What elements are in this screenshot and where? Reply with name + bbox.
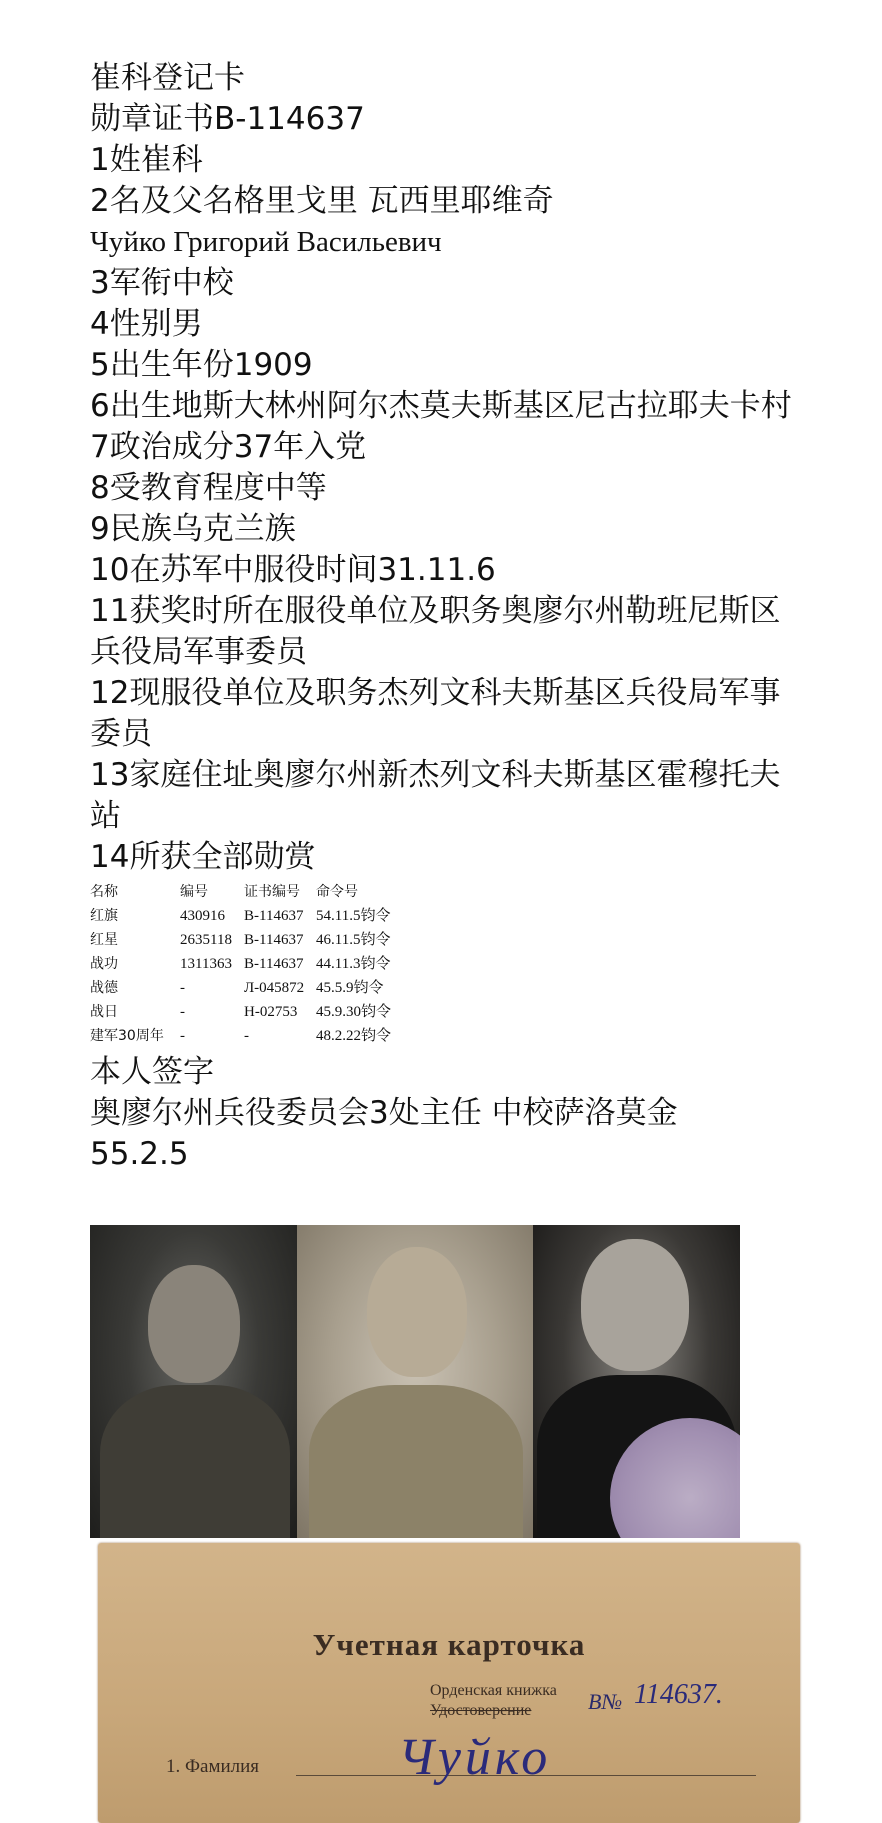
award-order: 44.11.3钧令: [316, 956, 391, 972]
award-cert: B-114637: [244, 908, 304, 924]
field-name-russian: Чуйко Григорий Васильевич: [90, 226, 442, 258]
award-cert: B-114637: [244, 956, 304, 972]
table-row: [90, 1000, 810, 1024]
award-name: 红星: [90, 932, 118, 948]
field-nationality: 9民族乌克兰族: [90, 511, 296, 547]
signature-date: 55.2.5: [90, 1136, 189, 1172]
award-cert: H-02753: [244, 1004, 298, 1020]
portrait-photo: [90, 1225, 297, 1538]
award-order: 45.9.30钧令: [316, 1004, 392, 1020]
original-card-photo: [98, 1543, 800, 1823]
field-rank: 3军衔中校: [90, 265, 234, 301]
card-number-value: 114637.: [634, 1679, 723, 1710]
doc-title: 崔科登记卡: [90, 60, 245, 96]
award-cert: Л-045872: [244, 980, 305, 996]
card-surname-label: 1. Фамилия: [166, 1756, 260, 1777]
award-number: 430916: [180, 908, 225, 924]
card-title: Учетная карточка: [312, 1627, 586, 1662]
field-name-patronymic: 2名及父名格里戈里 瓦西里耶维奇: [90, 183, 554, 219]
field-sex: 4性别男: [90, 306, 203, 342]
portrait-photo: [297, 1225, 533, 1538]
award-number: -: [180, 1028, 185, 1044]
award-order: 45.5.9钧令: [316, 980, 384, 996]
field-birth-year: 5出生年份1909: [90, 347, 313, 383]
card-udost-label: Удостоверение: [430, 1702, 532, 1719]
table-row: [90, 952, 810, 976]
official-signature: 奥廖尔州兵役委员会3处主任 中校萨洛莫金: [90, 1095, 678, 1131]
table-row: [90, 904, 810, 928]
field-current-unit: 12现服役单位及职务杰列文科夫斯基区兵役局军事委员: [90, 675, 781, 752]
award-order: 48.2.22钧令: [316, 1028, 392, 1044]
award-number: 2635118: [180, 932, 232, 948]
field-address: 13家庭住址奥廖尔州新杰列文科夫斯基区霍穆托夫站: [90, 757, 781, 834]
portrait-photos: [90, 1225, 740, 1538]
field-unit-at-award: 11获奖时所在服役单位及职务奥廖尔州勒班尼斯区兵役局军事委员: [90, 593, 781, 670]
portrait-photo: [533, 1225, 740, 1538]
award-number: 1311363: [180, 956, 232, 972]
header-order-number: 命令号: [316, 884, 358, 900]
header-cert-number: 证书编号: [244, 884, 300, 900]
award-name: 战德: [90, 980, 118, 996]
table-row: [90, 1024, 810, 1048]
awards-table: [90, 880, 810, 1048]
award-cert: -: [244, 1028, 249, 1044]
medal-certificate: 勋章证书B-114637: [90, 101, 365, 137]
header-number: 编号: [180, 884, 208, 900]
award-number: -: [180, 1004, 185, 1020]
award-order: 46.11.5钧令: [316, 932, 391, 948]
table-row: [90, 976, 810, 1000]
award-order: 54.11.5钧令: [316, 908, 391, 924]
field-service-start: 10在苏军中服役时间31.11.6: [90, 552, 496, 588]
field-birthplace: 6出生地斯大林州阿尔杰莫夫斯基区尼古拉耶夫卡村: [90, 388, 792, 424]
field-awards-heading: 14所获全部勋赏: [90, 839, 316, 875]
card-handwritten-surname: Чуйко: [398, 1729, 552, 1786]
card-orden-label: Орденская книжка: [430, 1682, 557, 1699]
award-name: 战日: [90, 1004, 118, 1020]
table-row: [90, 928, 810, 952]
award-name: 红旗: [90, 908, 118, 924]
card-number-prefix: В№: [588, 1689, 623, 1714]
registration-card-transcript: [90, 58, 810, 1175]
field-party: 7政治成分37年入党: [90, 429, 367, 465]
award-number: -: [180, 980, 185, 996]
signature-label: 本人签字: [90, 1054, 214, 1090]
header-name: 名称: [90, 884, 118, 900]
award-cert: B-114637: [244, 932, 304, 948]
award-name: 战功: [90, 956, 118, 972]
field-education: 8受教育程度中等: [90, 470, 327, 506]
field-surname: 1姓崔科: [90, 142, 203, 178]
awards-table-header: [90, 880, 810, 904]
award-name: 建军30周年: [90, 1028, 164, 1044]
